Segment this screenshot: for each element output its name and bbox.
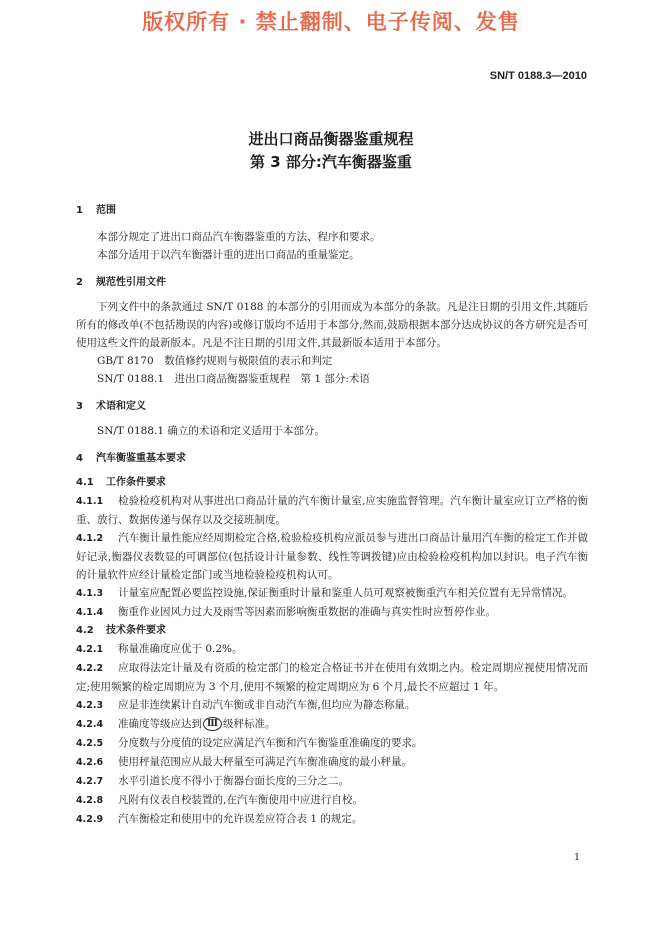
clause-item: 4.2.9 汽车衡检定和使用中的允许误差应符合表 1 的规定。 <box>76 813 363 825</box>
clause-item: 4.1.3 计量室应配置必要监控设施,保证衡重时计量和鉴重人员可观察被衡重汽车相关位置有无异常情况。 <box>76 587 573 599</box>
document-title: 进出口商品衡器鉴重规程 <box>248 130 414 148</box>
page-number: 1 <box>573 852 580 863</box>
paragraph: 本部分规定了进出口商品汽车衡器鉴重的方法、程序和要求。 <box>97 231 381 243</box>
clause-item: 4.2.6 使用秤量范围应从最大秤量至可满足汽车衡准确度的最小秤量。 <box>76 756 412 768</box>
paragraph: 下列文件中的条款通过 SN/T 0188 的本部分的引用而成为本部分的条款。凡是注日期的引用文件,其随后所有的修改单(不包括勘误的内容)或修订版均不适用于本部分,然而,鼓励根据本部分达成协议的各方研究是否可使用这些文件的最新版本。凡是不注日期的引用文件,其最新版本适用于本部分。 <box>76 301 588 349</box>
section-heading: 3 术语和定义 <box>76 401 146 412</box>
clause-item: 4.1.4 衡重作业因风力过大及雨雪等因素而影响衡重数据的准确与真实性时应暂停作业。 <box>76 606 496 618</box>
section-heading: 4 汽车衡鉴重基本要求 <box>76 453 186 464</box>
subsection-heading: 4.1 工作条件要求 <box>76 477 166 488</box>
paragraph: 本部分适用于以汽车衡器计重的进出口商品的重量鉴定。 <box>97 249 360 261</box>
clause-item: 4.2.8 凡附有仪表自校装置的,在汽车衡使用中应进行自校。 <box>76 794 363 806</box>
watermark-banner: 版权所有 · 禁止翻制、电子传阅、发售 <box>142 10 520 34</box>
clause-item: 4.2.3 应是非连续累计自动汽车衡或非自动汽车衡,但均应为静态称量。 <box>76 699 416 711</box>
section-heading: 2 规范性引用文件 <box>76 277 166 288</box>
clause-item: 4.2.4 准确度等级应达到 Ⅲ 级秤标准。 <box>76 718 276 730</box>
clause-item: 4.1.1 检验检疫机构对从事进出口商品计量的汽车衡计量室,应实施监督管理。汽车衡计量室应订立严格的衡重、放行、数据传递与保存以及交接班制度。 <box>76 495 588 526</box>
clause-item: 4.2.2 应取得法定计量及有资质的检定部门的检定合格证书并在使用有效期之内。检定周期应视使用情况而定;使用频繁的检定周期应为 3 个月,使用不频繁的检定周期应为 6 个月,最长不应超过 1 年。 <box>76 662 588 693</box>
clause-item: 4.2.5 分度数与分度值的设定应满足汽车衡和汽车衡鉴重准确度的要求。 <box>76 737 423 749</box>
clause-item: 4.2.1 称量准确度应优于 0.2%。 <box>76 643 243 655</box>
paragraph: SN/T 0188.1 确立的术语和定义适用于本部分。 <box>97 425 325 437</box>
clause-item: 4.2.7 水平引道长度不得小于衡器台面长度的三分之二。 <box>76 775 349 787</box>
section-heading: 1 范围 <box>76 205 116 216</box>
document-number: SN/T 0188.3—2010 <box>489 70 587 82</box>
document-body <box>76 202 588 829</box>
accuracy-class-symbol: Ⅲ <box>203 717 222 731</box>
reference-item: SN/T 0188.1 进出口商品衡器鉴重规程 第 1 部分:术语 <box>97 373 370 385</box>
clause-item: 4.1.2 汽车衡计量性能应经周期检定合格,检验检疫机构应派员参与进出口商品计量用汽车衡的检定工作并做好记录,衡器仪表数显的可调部位(包括设计计量参数、线性等调拨键)应由检验检疫机构加以封识。电子汽车衡的计量软件应经计量检定部门或当地检验检疫机构认可。 <box>76 532 588 581</box>
subsection-heading: 4.2 技术条件要求 <box>76 625 166 636</box>
reference-item: GB/T 8170 数值修约规则与极限值的表示和判定 <box>97 355 333 367</box>
document-subtitle: 第 3 部分:汽车衡器鉴重 <box>250 153 412 171</box>
